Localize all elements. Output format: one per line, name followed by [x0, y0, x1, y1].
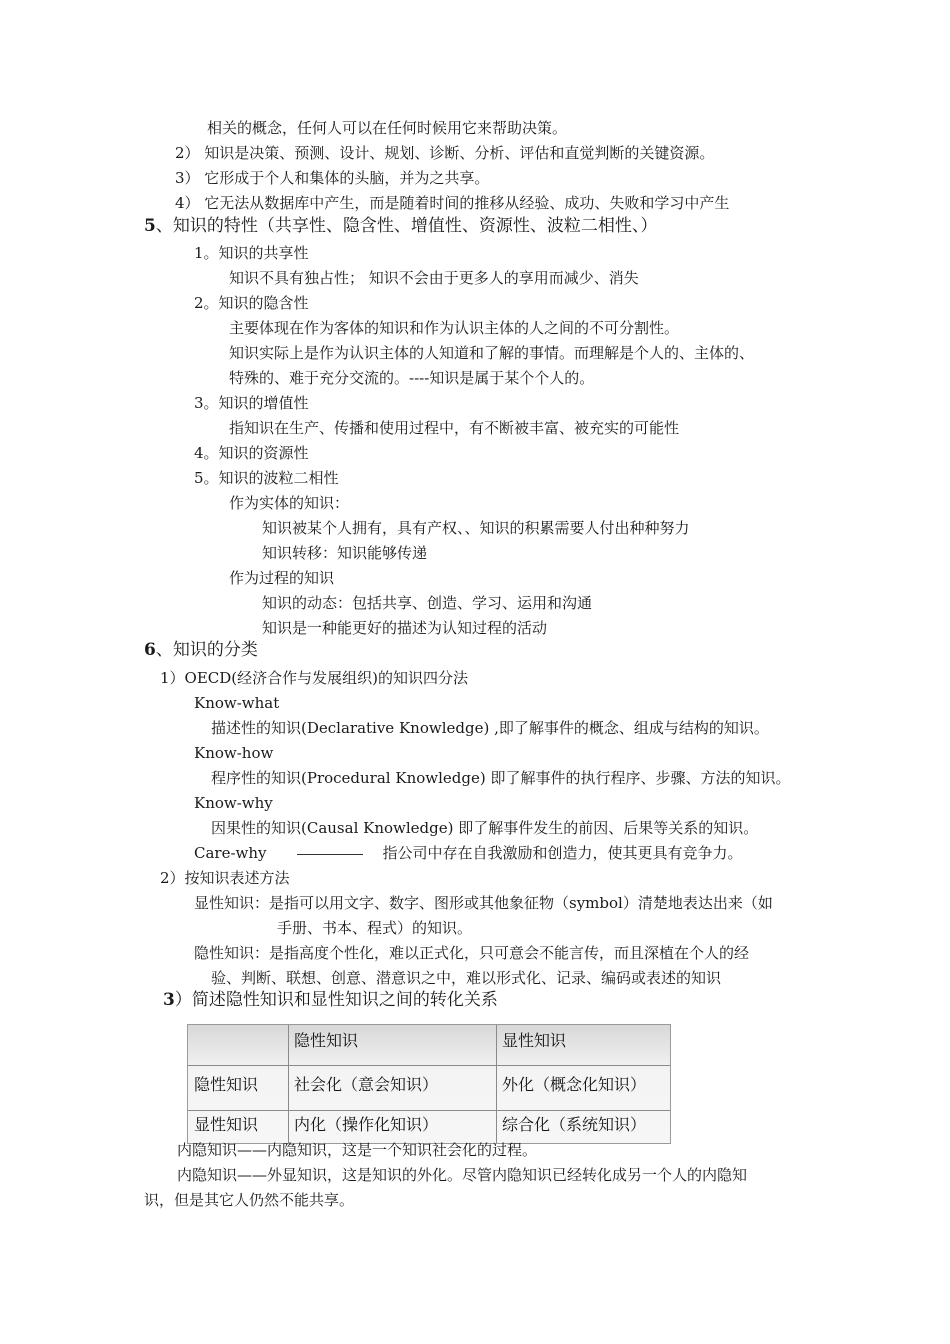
dash-divider [297, 854, 363, 855]
subheading: 4。知识的资源性 [194, 444, 309, 462]
paragraph: 作为过程的知识 [229, 569, 335, 587]
section-title: 、知识的特性（共享性、隐含性、增值性、资源性、波粒二相性、） [155, 216, 658, 236]
term-row [194, 843, 743, 863]
subheading: 1）OECD(经济合作与发展组织)的知识四分法 [160, 669, 468, 687]
section-title: 、知识的分类 [155, 640, 258, 660]
paragraph: 指公司中存在自我激励和创造力，使其更具有竞争力。 [382, 844, 743, 862]
term: Know-how [194, 744, 274, 762]
table-header-cell: 显性知识 [502, 1031, 567, 1050]
subheading: 2）按知识表述方法 [160, 869, 290, 887]
subheading: 2。知识的隐含性 [194, 294, 309, 312]
term: Know-what [194, 694, 280, 712]
table-header-cell: 隐性知识 [294, 1031, 359, 1050]
table-divider [188, 1110, 670, 1111]
table-divider [188, 1065, 670, 1066]
paragraph: 知识的动态：包括共享、创造、学习、运用和沟通 [262, 594, 593, 612]
section-number: 3 [163, 990, 175, 1010]
paragraph: 知识不具有独占性； 知识不会由于更多人的享用而减少、消失 [229, 269, 639, 287]
section-number: 6 [144, 640, 156, 660]
list-item: 3） 它形成于个人和集体的头脑，并为之共享。 [175, 169, 490, 187]
section-heading-6 [144, 639, 258, 661]
paragraph: 显性知识：是指可以用文字、数字、图形或其他象征物（symbol）清楚地表达出来（如 [194, 894, 773, 912]
subheading-3 [163, 989, 498, 1011]
subheading: 5。知识的波粒二相性 [194, 469, 339, 487]
list-item: 相关的概念，任何人可以在任何时候用它来帮助决策。 [207, 119, 568, 137]
paragraph: 知识转移：知识能够传递 [262, 544, 428, 562]
paragraph: 识，但是其它人仍然不能共享。 [144, 1191, 355, 1209]
conversion-table [187, 1024, 671, 1144]
paragraph: 程序性的知识(Procedural Knowledge) 即了解事件的执行程序、步骤、方法的知识。 [211, 769, 791, 787]
table-row-header: 隐性知识 [194, 1075, 259, 1094]
list-item: 4） 它无法从数据库中产生，而是随着时间的推移从经验、成功、失败和学习中产生 [175, 194, 730, 212]
paragraph: 手册、书本、程式）的知识。 [277, 919, 473, 937]
paragraph: 内隐知识——内隐知识，这是一个知识社会化的过程。 [177, 1141, 538, 1159]
table-divider [288, 1025, 289, 1143]
term: Care-why [194, 844, 267, 862]
table-divider [496, 1025, 497, 1143]
section-heading-5 [144, 215, 657, 237]
section-title: ）简述隐性知识和显性知识之间的转化关系 [174, 990, 498, 1010]
paragraph: 特殊的、难于充分交流的。----知识是属于某个个人的。 [229, 369, 595, 387]
paragraph: 作为实体的知识： [229, 494, 350, 512]
paragraph: 知识是一种能更好的描述为认知过程的活动 [262, 619, 548, 637]
table-row-header: 显性知识 [194, 1115, 259, 1134]
table-cell: 综合化（系统知识） [502, 1115, 647, 1134]
subheading: 3。知识的增值性 [194, 394, 309, 412]
paragraph: 指知识在生产、传播和使用过程中，有不断被丰富、被充实的可能性 [229, 419, 680, 437]
section-number: 5 [144, 216, 156, 236]
table-cell: 社会化（意会知识） [294, 1075, 439, 1094]
paragraph: 验、判断、联想、创意、潜意识之中，难以形式化、记录、编码或表述的知识 [211, 969, 722, 987]
paragraph: 主要体现在作为客体的知识和作为认识主体的人之间的不可分割性。 [229, 319, 680, 337]
paragraph: 描述性的知识(Declarative Knowledge) ,即了解事件的概念、组成与结构的知识。 [211, 719, 769, 737]
term: Know-why [194, 794, 273, 812]
list-item: 2） 知识是决策、预测、设计、规划、诊断、分析、评估和直觉判断的关键资源。 [175, 144, 715, 162]
paragraph: 因果性的知识(Causal Knowledge) 即了解事件发生的前因、后果等关系的知识。 [211, 819, 759, 837]
paragraph: 知识被某个人拥有，具有产权、、知识的积累需要人付出种种努力 [262, 519, 690, 537]
paragraph: 内隐知识——外显知识，这是知识的外化。尽管内隐知识已经转化成另一个人的内隐知 [177, 1166, 748, 1184]
paragraph: 知识实际上是作为认识主体的人知道和了解的事情。而理解是个人的、主体的、 [229, 344, 755, 362]
paragraph: 隐性知识：是指高度个性化，难以正式化，只可意会不能言传，而且深植在个人的经 [194, 944, 750, 962]
table-cell: 内化（操作化知识） [294, 1115, 439, 1134]
subheading: 1。知识的共享性 [194, 244, 309, 262]
table-cell: 外化（概念化知识） [502, 1075, 647, 1094]
